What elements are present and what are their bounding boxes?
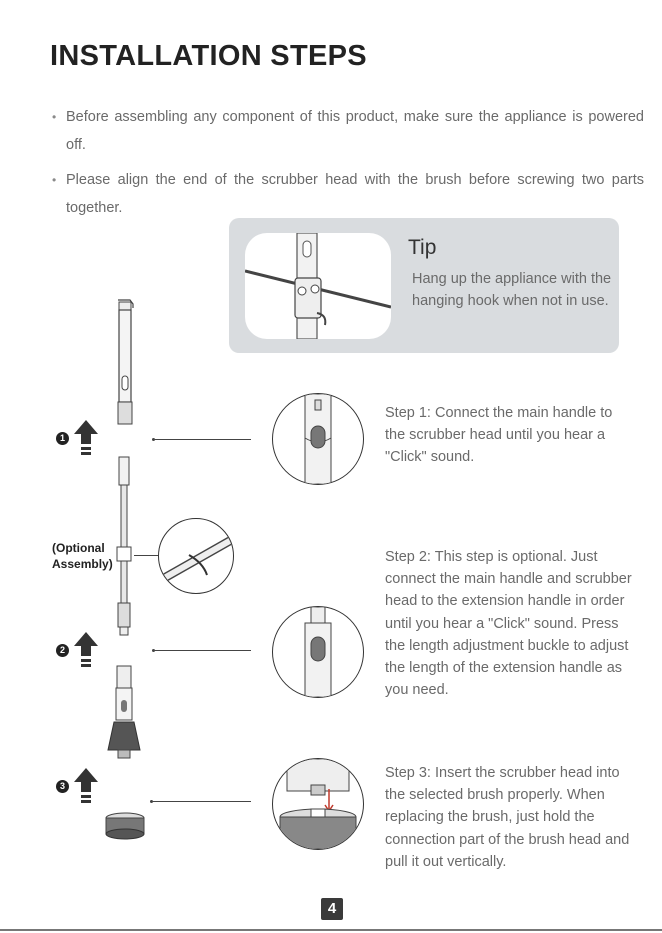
up-arrow-icon: [74, 768, 98, 804]
optional-leader-line: [134, 555, 158, 556]
bullet-power-off: • Before assembling any component of this product, make sure the appliance is powered off.: [52, 103, 644, 159]
step-3-number: 3: [56, 780, 69, 793]
bullet-align-brush: • Please align the end of the scrubber head with the brush before screwing two parts together.: [52, 166, 644, 222]
scrubber-head-illustration: [104, 662, 144, 762]
tip-title: Tip: [408, 236, 437, 259]
step-1-number: 1: [56, 432, 69, 445]
step-1-text: Step 1: Connect the main handle to the scrubber head until you hear a "Click" sound.: [385, 405, 613, 466]
up-arrow-icon: [74, 632, 98, 668]
optional-assembly-label: [52, 540, 113, 572]
bottom-divider: [0, 929, 662, 931]
tip-illustration: [245, 233, 391, 339]
step-2-number: 2: [56, 644, 69, 657]
step-1-leader-line: [155, 439, 251, 440]
step-3-detail-circle: [272, 758, 364, 850]
tip-text: Hang up the appliance with the hanging hook when not in use.: [412, 271, 612, 309]
main-handle-illustration: [108, 296, 140, 431]
step-1-detail-circle: [272, 393, 364, 485]
step-3-leader-line: [153, 801, 251, 802]
step-3-text: Step 3: Insert the scrubber head into the selected brush properly. When replacing the brush, just hold the connection part of the brush head and pull it out vertically.: [385, 765, 630, 870]
page-number: 4: [321, 898, 343, 920]
page-title: INSTALLATION STEPS: [50, 40, 367, 72]
optional-label-line1: (Optional: [52, 541, 105, 555]
step-2-detail-circle: [272, 606, 364, 698]
brush-head-illustration: [104, 812, 146, 840]
optional-label-line2: Assembly): [52, 557, 113, 571]
step-2-leader-line: [155, 650, 251, 651]
extension-handle-illustration: [112, 455, 136, 640]
up-arrow-icon: [74, 420, 98, 456]
buckle-detail-circle: [158, 518, 234, 594]
step-2-text: Step 2: This step is optional. Just connect the main handle and scrubber head to the extension handle in order until you hear a "Click" sound. Press the length adjustment buckle to adjust the length of the extension handle as you need.: [385, 549, 632, 699]
